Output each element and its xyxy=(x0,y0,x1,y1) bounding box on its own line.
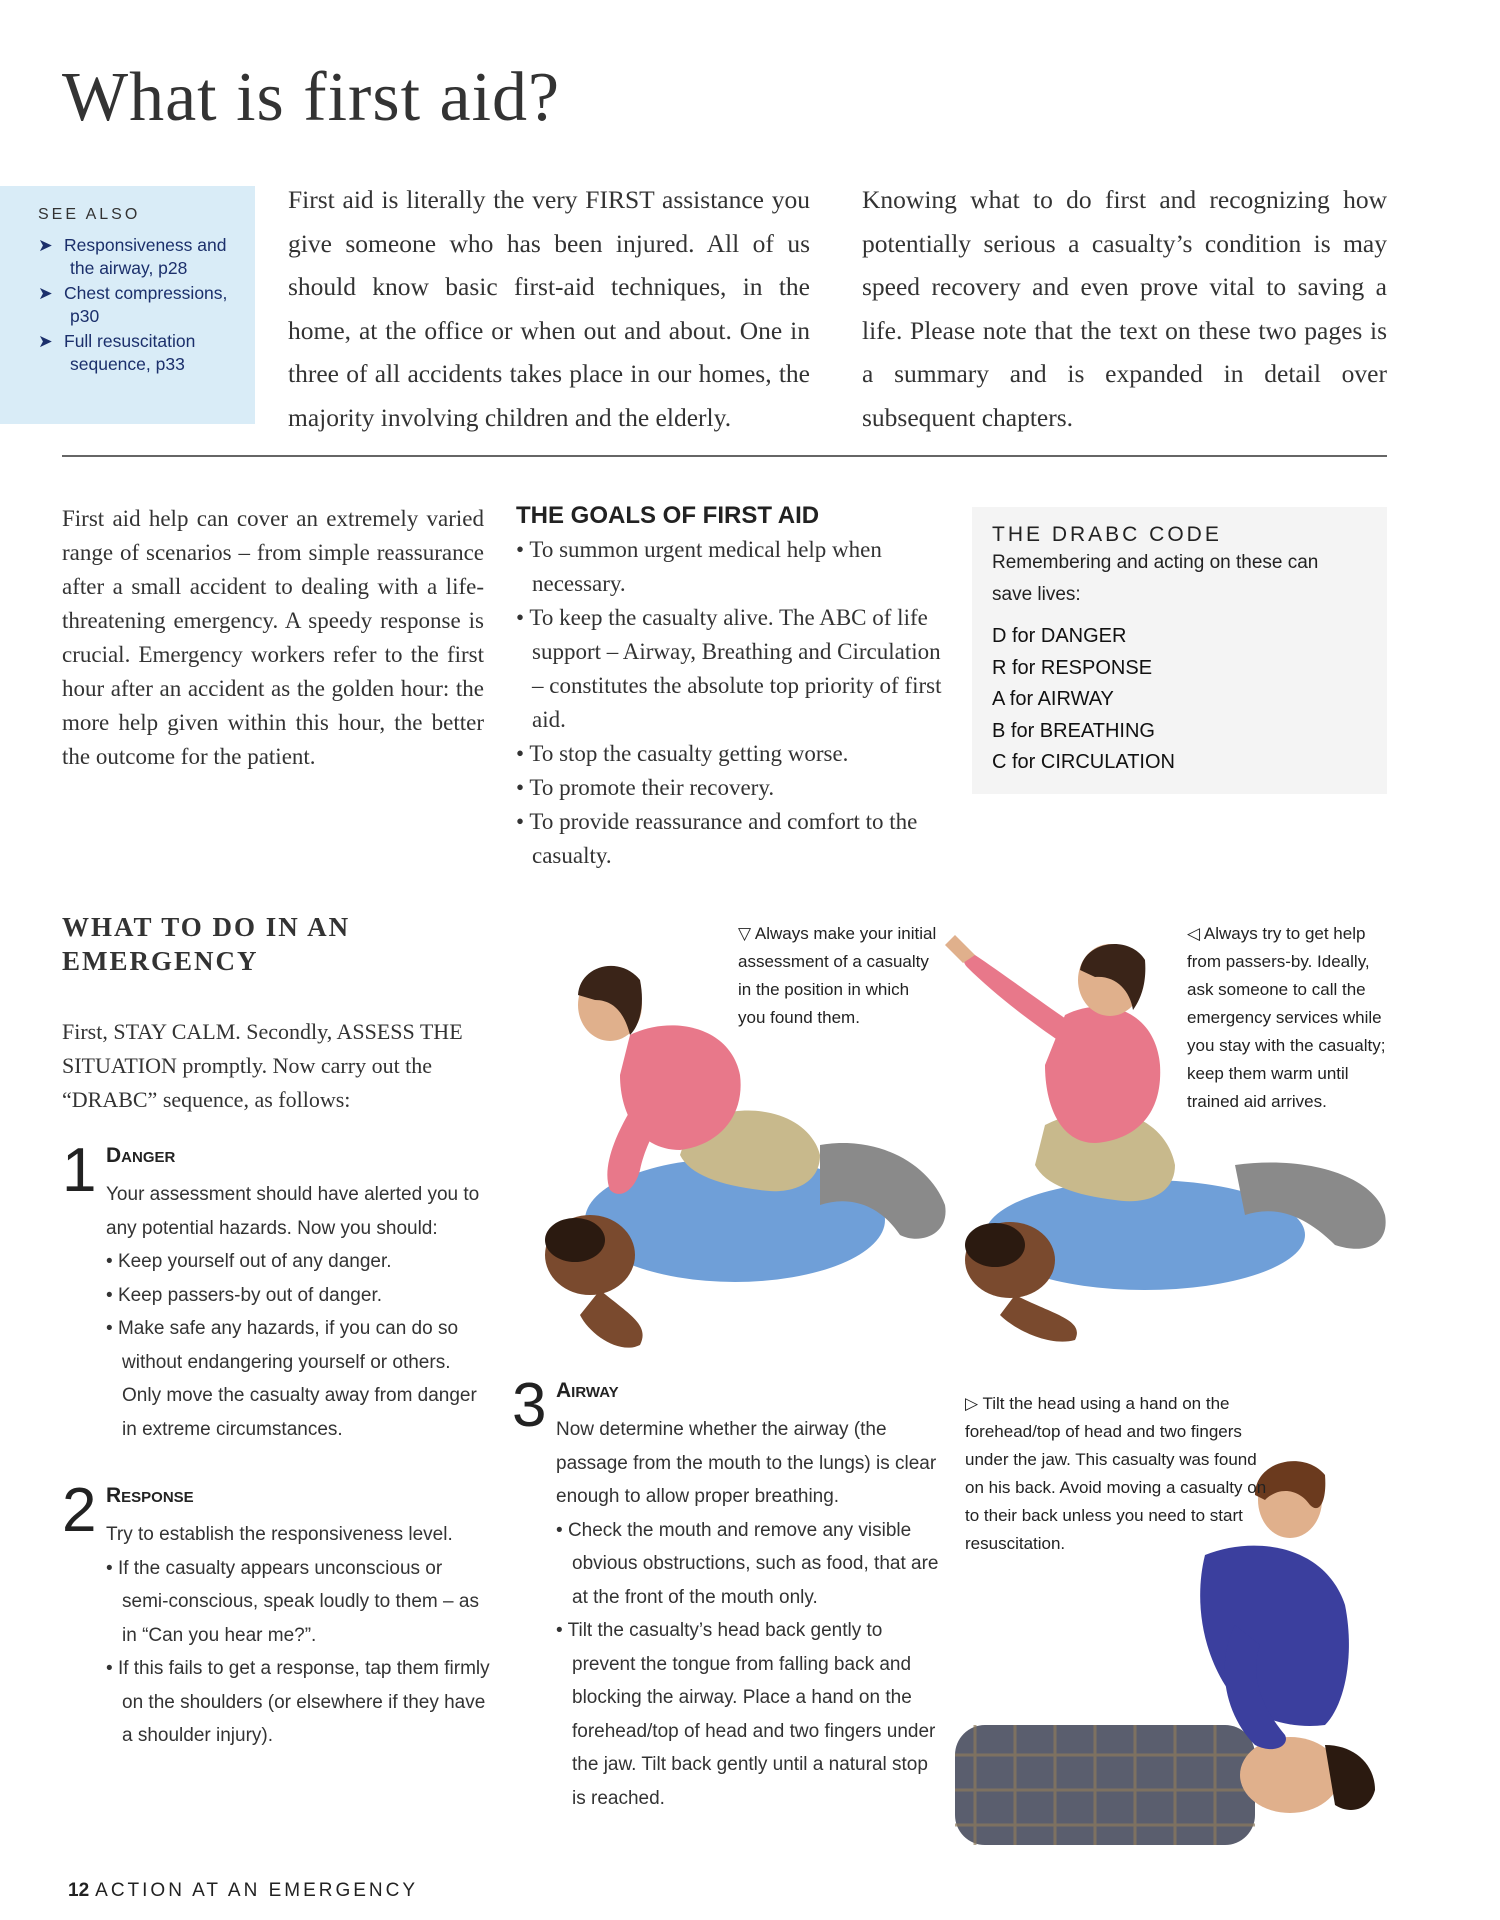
emergency-heading: WHAT TO DO IN AN EMERGENCY xyxy=(62,912,351,976)
step-text: Your assessment should have alerted you to any potential hazards. Now you should: xyxy=(106,1184,480,1239)
drabc-code-response: R for RESPONSE xyxy=(992,656,1153,679)
see-also-link[interactable]: ➤ Chest compressions, p30 xyxy=(38,283,228,326)
caption-initial-assessment: ▽ Always make your initial assessment of a casualty in the position in which you found them. xyxy=(738,924,937,1027)
step-airway xyxy=(512,1371,942,1825)
step-bullet: • Keep passers-by out of danger. xyxy=(106,1284,382,1306)
goal-item: • To provide reassurance and comfort to the casualty. xyxy=(516,809,918,868)
see-also-link[interactable]: ➤ Responsiveness and the airway, p28 xyxy=(38,235,227,278)
drabc-box xyxy=(972,507,1387,794)
caption-get-help: ◁ Always try to get help from passers-by. Ideally, ask someone to call the emergency services while you stay with the casualty; keep them warm until trained aid arrives. xyxy=(1187,924,1386,1111)
step-bullet: • If this fails to get a response, tap them firmly on the shoulders (or elsewhere if they have a shoulder injury). xyxy=(106,1658,490,1746)
goal-item: • To summon urgent medical help when necessary. xyxy=(516,537,882,596)
step-number: 1 xyxy=(62,1136,97,1205)
see-also-link[interactable]: ➤ Full resuscitation sequence, p33 xyxy=(38,331,196,374)
raised-arm xyxy=(964,954,1075,1045)
section-name: ACTION AT AN EMERGENCY xyxy=(95,1880,419,1901)
casualty-shirt xyxy=(955,1725,1255,1845)
goal-item: • To stop the casualty getting worse. xyxy=(516,741,849,766)
drabc-code-danger: D for DANGER xyxy=(992,625,1127,647)
step-number: 3 xyxy=(512,1371,547,1440)
intro-paragraph-left: First aid is literally the very FIRST assistance you give someone who has been injured. All of us should know basic first-aid techniques, in the home, at the office or when out and about. One in three of all accidents takes place in our homes, the majority involving children and the elderly. xyxy=(288,185,810,432)
help-paragraph: First aid help can cover an extremely varied range of scenarios – from simple reassurance after a small accident to dealing with a life-threatening emergency. A speedy response is crucial. Emergency workers refer to the first hour after an accident as the golden hour: the more help given within this hour, the better the outcome for the patient. xyxy=(62,506,484,769)
drabc-subtitle: Remembering and acting on these can save lives: xyxy=(992,552,1319,605)
goal-item: • To keep the casualty alive. The ABC of life support – Airway, Breathing and Circulation – constitutes the absolute top priority of first aid. xyxy=(516,605,942,732)
page-number: 12 xyxy=(68,1880,90,1901)
caption-head-tilt: ▷ Tilt the head using a hand on the forehead/top of head and two fingers under the jaw. This casualty was found on his back. Avoid moving a casualty on to their back unless you need to start resuscitation. xyxy=(965,1394,1267,1553)
step-bullet: • If the casualty appears unconscious or semi-conscious, speak loudly to them – as in “Can you hear me?”. xyxy=(106,1557,479,1646)
step-title: Response xyxy=(106,1484,194,1507)
section-divider xyxy=(62,455,1387,457)
step-title: Danger xyxy=(106,1144,176,1167)
casualty-head xyxy=(1240,1737,1340,1813)
step-text: Try to establish the responsiveness level. xyxy=(106,1524,453,1545)
goal-item: • To promote their recovery. xyxy=(516,775,775,800)
emergency-intro: First, STAY CALM. Secondly, ASSESS THE SITUATION promptly. Now carry out the “DRABC” sequence, as follows: xyxy=(62,1019,463,1112)
step-number: 2 xyxy=(62,1476,97,1545)
step-bullet: • Make safe any hazards, if you can do so without endangering yourself or others. Only move the casualty away from danger in extreme circumstances. xyxy=(106,1318,477,1440)
goals-heading: THE GOALS OF FIRST AID xyxy=(516,502,820,529)
step-danger xyxy=(62,1136,492,1460)
step-bullet: • Keep yourself out of any danger. xyxy=(106,1251,392,1272)
drabc-code-airway: A for AIRWAY xyxy=(992,688,1114,710)
page-title: What is first aid? xyxy=(62,59,561,136)
arrow-right-icon: ➤ xyxy=(38,235,53,255)
see-also-heading: SEE ALSO xyxy=(38,206,141,223)
step-response xyxy=(62,1476,492,1760)
arrow-right-icon: ➤ xyxy=(38,331,53,351)
step-bullet: • Check the mouth and remove any visible obvious obstructions, such as food, that are at the front of the mouth only. xyxy=(556,1519,939,1608)
step-text: Now determine whether the airway (the passage from the mouth to the lungs) is clear enough to allow proper breathing. xyxy=(556,1419,937,1507)
intro-paragraph-right: Knowing what to do first and recognizing how potentially serious a casualty’s condition is may speed recovery and even prove vital to saving a life. Please note that the text on these two pages is a summary and is expanded in detail over subsequent chapters. xyxy=(862,185,1387,432)
see-also-box xyxy=(0,186,255,424)
drabc-code-circulation: C for CIRCULATION xyxy=(992,751,1175,773)
arrow-right-icon: ➤ xyxy=(38,283,53,303)
step-bullet: • Tilt the casualty’s head back gently to prevent the tongue from falling back and blocking the airway. Place a hand on the forehead/top of head and two fingers under the jaw. Tilt back gently until a natural stop is reached. xyxy=(556,1620,936,1809)
helper-top xyxy=(1200,1546,1349,1726)
page-footer xyxy=(68,1880,418,1902)
step-title: Airway xyxy=(556,1379,619,1402)
drabc-code-breathing: B for BREATHING xyxy=(992,719,1155,742)
goals-section xyxy=(516,502,956,873)
drabc-heading: THE DRABC CODE xyxy=(992,523,1222,546)
